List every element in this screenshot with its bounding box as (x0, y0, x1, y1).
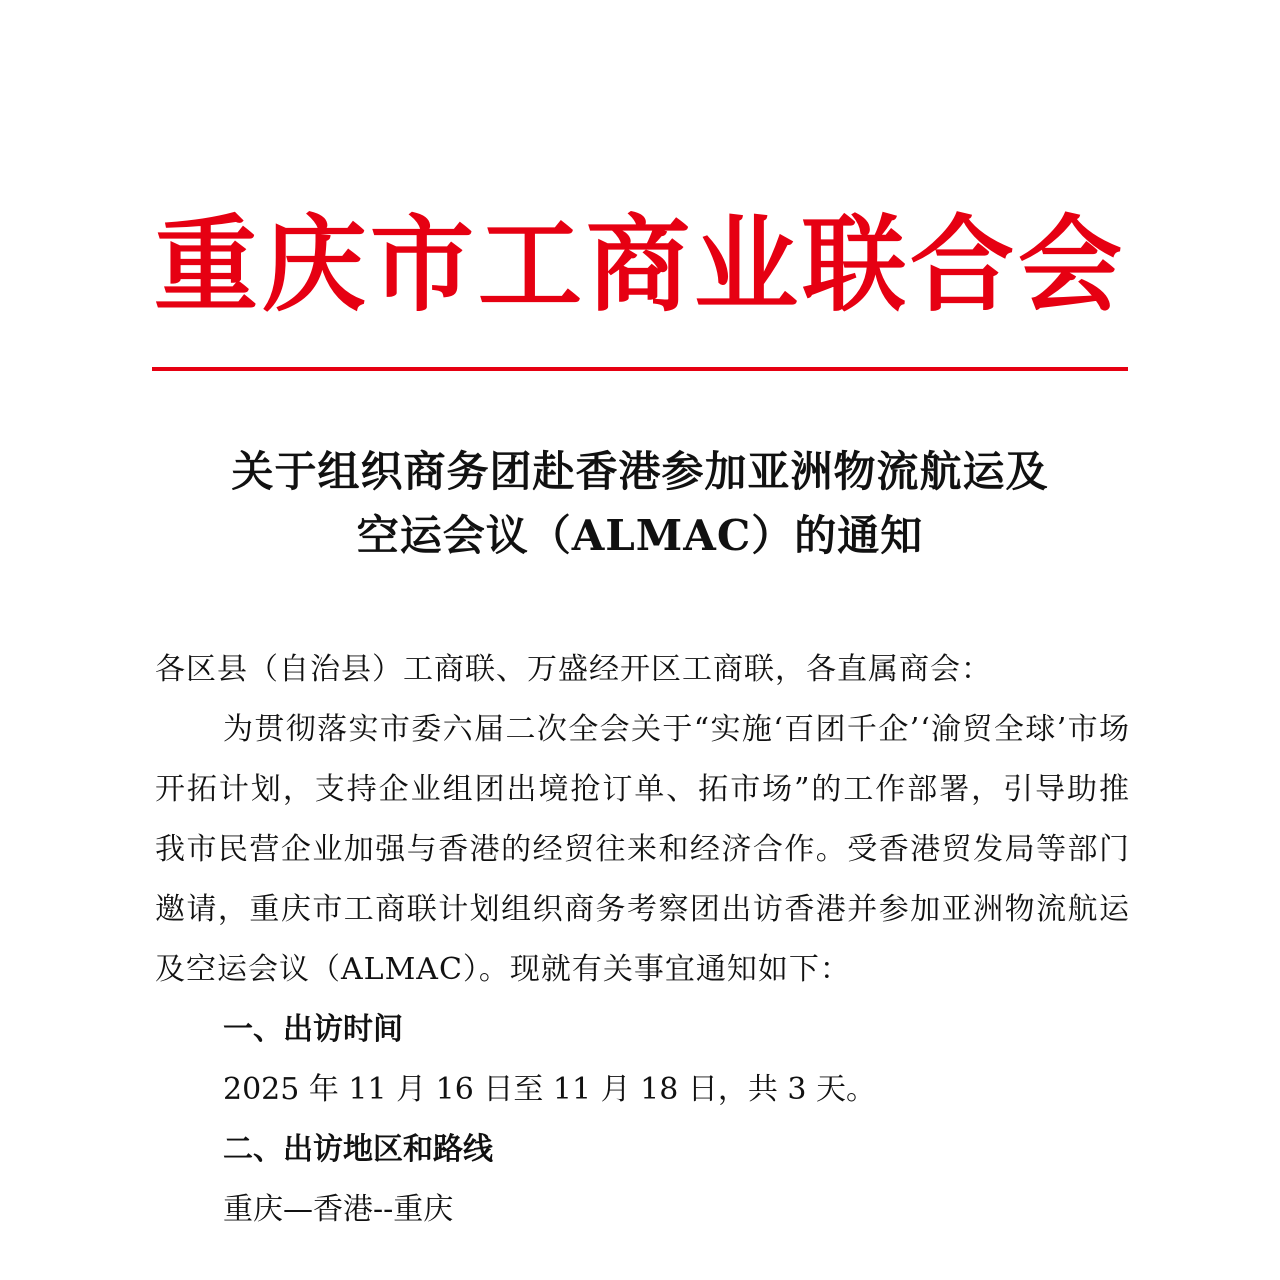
section-heading-visit-time: 一、出访时间 (223, 1012, 403, 1047)
section-heading-visit-route: 二、出访地区和路线 (223, 1132, 493, 1167)
section-content-visit-time: 2025 年 11 月 16 日至 11 月 18 日，共 3 天。 (223, 1072, 877, 1107)
document-title-line-1: 关于组织商务团赴香港参加亚洲物流航运及 (231, 447, 1049, 496)
intro-paragraph: 为贯彻落实市委六届二次全会关于“实施‘百团千企’‘渝贸全球’市场开拓计划，支持企业组团出境抢订单、拓市场”的工作部署，引导助推我市民营企业加强与香港的经贸往来和经济合作。受香港贸发局等部门邀请，重庆市工商联计划组织商务考察团出访香港并参加亚洲物流航运及空运会议（ALMAC）。现就有关事宜通知如下： (155, 712, 1130, 987)
letterhead-red-rule (152, 367, 1128, 371)
salutation: 各区县（自治县）工商联、万盛经开区工商联，各直属商会： (155, 652, 992, 687)
document-body (155, 640, 1130, 1240)
section-content-visit-route: 重庆—香港--重庆 (223, 1192, 454, 1227)
document-title (150, 440, 1130, 568)
letterhead-title: 重庆市工商业联合会 (153, 203, 1126, 326)
document-title-line-2: 空运会议（ALMAC）的通知 (356, 511, 924, 560)
